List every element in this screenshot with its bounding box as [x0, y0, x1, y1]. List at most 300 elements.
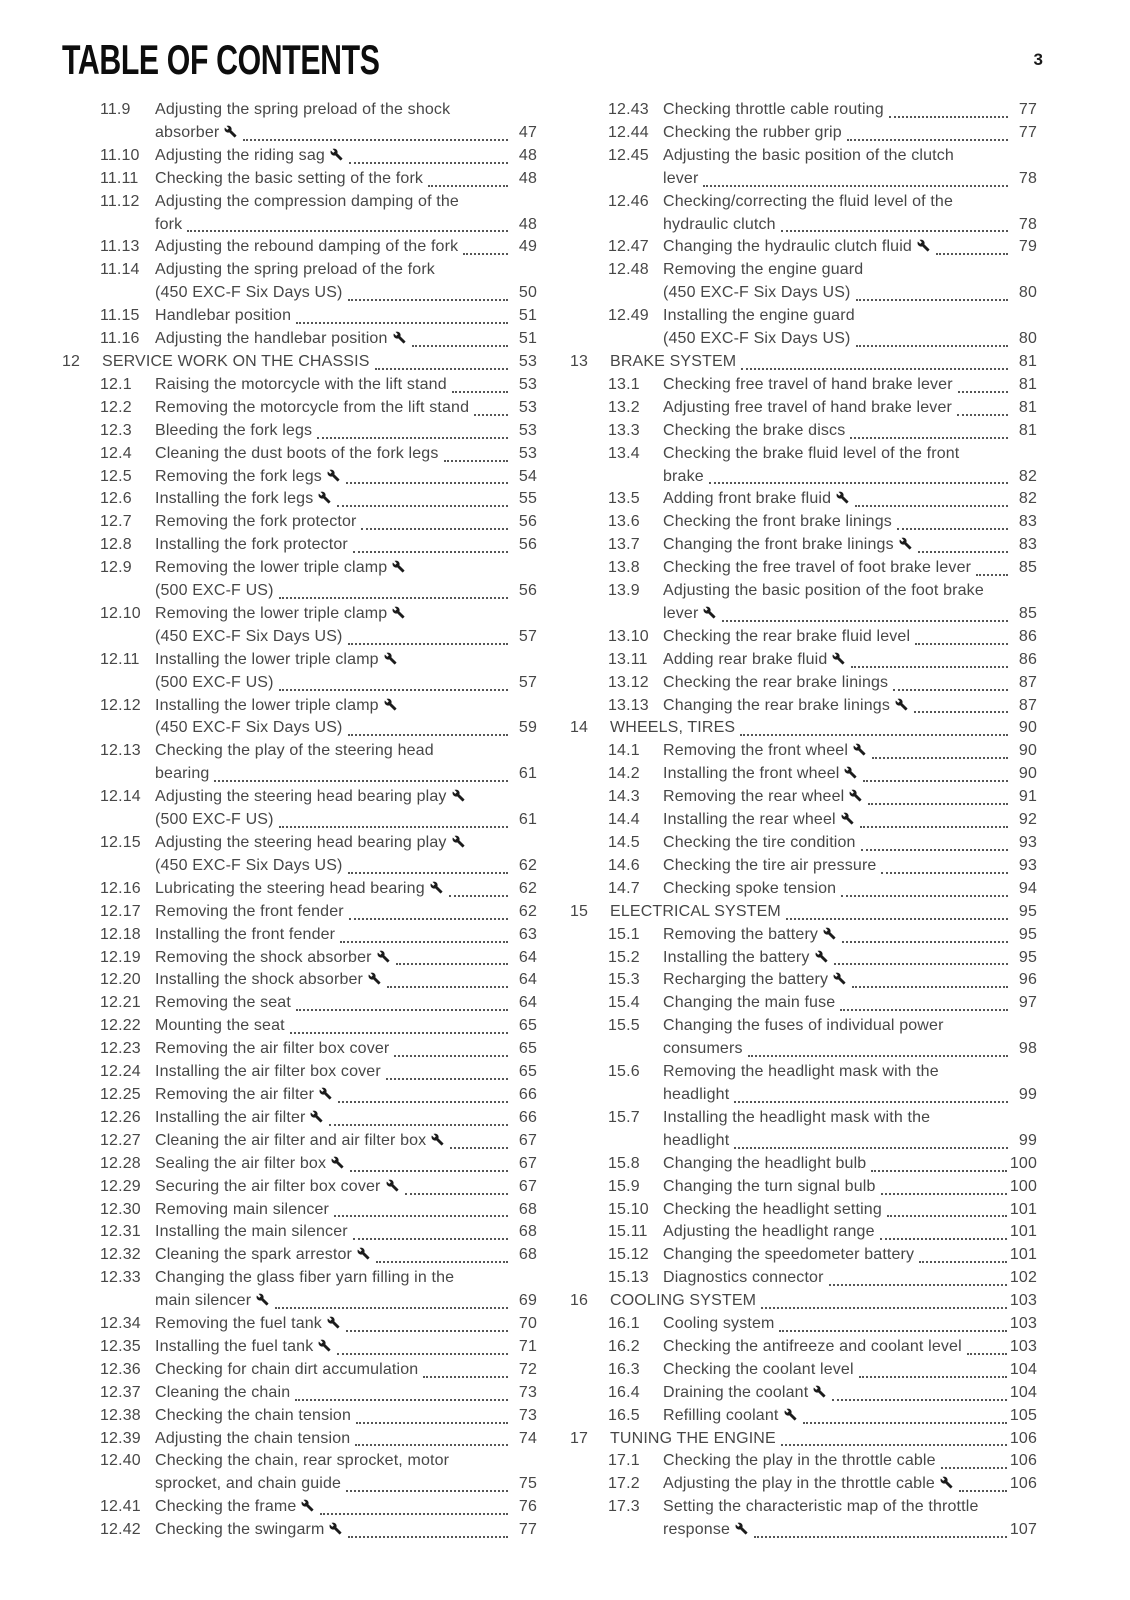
entry-page: 77	[518, 1521, 537, 1539]
page-number: 3	[1033, 50, 1043, 69]
dot-leader	[967, 1336, 1007, 1359]
wrench-icon	[327, 1316, 340, 1329]
dot-leader	[872, 740, 1008, 763]
entry-title: Checking the front brake linings	[663, 513, 892, 531]
dot-leader	[449, 878, 508, 901]
entry-title: Cleaning the spark arrestor	[155, 1246, 353, 1264]
entry-title: (450 EXC-F Six Days US)	[155, 719, 343, 737]
wrench-icon	[452, 789, 465, 802]
toc-entry	[62, 191, 537, 237]
dot-leader	[832, 1382, 1007, 1405]
dot-leader	[279, 672, 508, 695]
wrench-icon	[377, 950, 390, 963]
toc-entry	[570, 191, 1037, 237]
dot-leader	[387, 969, 508, 992]
wrench-icon	[833, 972, 846, 985]
entry-title: (450 EXC-F Six Days US)	[155, 284, 343, 302]
chapter-title: TUNING THE ENGINE	[610, 1429, 776, 1447]
entry-page: 92	[1018, 811, 1037, 829]
toc-entry	[570, 1313, 1037, 1336]
entry-title: brake	[663, 467, 704, 485]
wrench-icon	[784, 1408, 797, 1421]
dot-leader	[734, 1130, 1008, 1153]
dot-leader	[295, 1382, 508, 1405]
entry-number: 12.19	[100, 948, 141, 966]
entry-page: 81	[1018, 421, 1037, 439]
entry-title: (500 EXC-F US)	[155, 811, 274, 829]
entry-page: 62	[518, 879, 537, 897]
entry-number: 13.7	[608, 536, 640, 554]
toc-chapter-entry	[570, 351, 1037, 374]
wrench-icon	[823, 927, 836, 940]
entry-title: Setting the characteristic map of the throttle	[663, 1498, 979, 1516]
entry-page: 87	[1018, 696, 1037, 714]
entry-title: absorber	[155, 123, 220, 141]
entry-number: 15.1	[608, 925, 640, 943]
entry-number: 13.12	[608, 673, 649, 691]
entry-page: 99	[1018, 1085, 1037, 1103]
dot-leader	[734, 1084, 1008, 1107]
toc-entry	[570, 1199, 1037, 1222]
entry-number: 12.11	[100, 650, 140, 668]
entry-title: Removing the lower triple clamp	[155, 604, 388, 622]
entry-number: 11.12	[100, 192, 140, 210]
entry-title: Installing the air filter box cover	[155, 1063, 381, 1081]
entry-page: 64	[518, 948, 537, 966]
wrench-icon	[329, 1522, 342, 1535]
wrench-icon	[357, 1247, 370, 1260]
entry-title: Adjusting the spring preload of the shock	[155, 101, 451, 118]
dot-leader	[412, 328, 508, 351]
entry-title: Installing the front fender	[155, 925, 336, 943]
entry-page: 64	[518, 971, 537, 989]
entry-title: Checking free travel of hand brake lever	[663, 375, 953, 393]
entry-number: 13.13	[608, 696, 649, 714]
entry-title: hydraulic clutch	[663, 215, 776, 233]
entry-number: 12.47	[608, 238, 649, 256]
entry-page: 103	[1009, 1337, 1037, 1355]
entry-title: Removing the fork legs	[155, 467, 322, 485]
entry-number: 12.32	[100, 1246, 141, 1264]
dot-leader	[841, 878, 1008, 901]
toc-entry	[62, 947, 537, 970]
toc-entry	[570, 1336, 1037, 1359]
entry-title: Cooling system	[663, 1315, 775, 1333]
entry-title: Checking the tire air pressure	[663, 856, 877, 874]
toc-entry	[570, 740, 1037, 763]
wrench-icon	[832, 652, 845, 665]
entry-number: 12.27	[100, 1131, 141, 1149]
entry-page: 100	[1009, 1154, 1037, 1172]
dot-leader	[428, 168, 508, 191]
entry-title: Installing the battery	[663, 948, 810, 966]
entry-title: Removing the rear wheel	[663, 788, 845, 806]
dot-leader	[958, 374, 1008, 397]
entry-number: 12.20	[100, 971, 141, 989]
dot-leader	[296, 305, 508, 328]
entry-page: 72	[518, 1360, 537, 1378]
entry-title: Checking the frame	[155, 1498, 297, 1516]
entry-title: Installing the fork protector	[155, 536, 348, 554]
entry-number: 12.38	[100, 1406, 141, 1424]
wrench-icon	[384, 698, 397, 711]
entry-number: 12.37	[100, 1383, 141, 1401]
toc-entry	[62, 1450, 537, 1496]
entry-number: 12.8	[100, 536, 132, 554]
entry-page: 106	[1009, 1475, 1037, 1493]
entry-title: Removing the battery	[663, 925, 819, 943]
entry-number: 12.2	[100, 398, 132, 416]
entry-number: 16.1	[608, 1315, 640, 1333]
entry-page: 74	[518, 1429, 537, 1447]
entry-page: 65	[518, 1040, 537, 1058]
entry-page: 98	[1018, 1040, 1037, 1058]
entry-page: 103	[1009, 1315, 1037, 1333]
entry-number: 17.3	[608, 1498, 640, 1516]
toc-entry	[570, 305, 1037, 351]
entry-number: 14	[570, 719, 589, 737]
toc-entry	[570, 557, 1037, 580]
toc-entry	[570, 1496, 1037, 1542]
entry-page: 63	[518, 925, 537, 943]
entry-page: 69	[518, 1292, 537, 1310]
entry-page: 65	[518, 1017, 537, 1035]
toc-entry	[62, 511, 537, 534]
toc-column-right	[570, 99, 1037, 1542]
entry-number: 12.1	[100, 375, 132, 393]
entry-number: 12.17	[100, 902, 141, 920]
entry-page: 81	[1018, 398, 1037, 416]
wrench-icon	[327, 469, 340, 482]
entry-number: 13.9	[608, 582, 640, 600]
toc-entry	[62, 603, 537, 649]
entry-title: sprocket, and chain guide	[155, 1475, 342, 1493]
entry-title: Adjusting the rebound damping of the fork	[155, 238, 459, 256]
entry-page: 101	[1009, 1223, 1037, 1241]
entry-page: 93	[1018, 834, 1037, 851]
wrench-icon	[368, 972, 381, 985]
entry-title: Adjusting free travel of hand brake lever	[663, 398, 952, 416]
toc-entry	[62, 145, 537, 168]
entry-page: 77	[1018, 101, 1037, 118]
wrench-icon	[430, 881, 443, 894]
entry-page: 53	[518, 398, 537, 416]
toc-entry	[62, 1107, 537, 1130]
entry-title: Adjusting the riding sag	[155, 146, 325, 164]
entry-page: 107	[1009, 1521, 1037, 1539]
entry-title: Installing the shock absorber	[155, 971, 364, 989]
dot-leader	[842, 924, 1008, 947]
dot-leader	[918, 534, 1008, 557]
entry-title: Adjusting the compression damping of the	[155, 192, 459, 210]
dot-leader	[187, 214, 508, 237]
toc-entry	[570, 626, 1037, 649]
entry-title: Installing the fuel tank	[155, 1337, 314, 1355]
entry-title: Diagnostics connector	[663, 1269, 824, 1287]
entry-page: 65	[518, 1063, 537, 1081]
entry-number: 12.26	[100, 1108, 141, 1126]
toc-entry	[62, 259, 537, 305]
entry-title: Checking the headlight setting	[663, 1200, 882, 1218]
toc-entry	[570, 420, 1037, 443]
wrench-icon	[330, 148, 343, 161]
entry-title: Changing the fuses of individual power	[663, 1017, 944, 1035]
toc-entry	[62, 466, 537, 489]
entry-page: 64	[518, 994, 537, 1012]
dot-leader	[881, 855, 1008, 878]
entry-number: 12.9	[100, 559, 132, 577]
entry-title: Removing the air filter box cover	[155, 1040, 390, 1058]
dot-leader	[851, 649, 1008, 672]
page-title: TABLE OF CONTENTS	[62, 36, 380, 83]
dot-leader	[856, 328, 1009, 351]
toc-entry	[62, 695, 537, 741]
dot-leader	[450, 1130, 508, 1153]
entry-title: Removing the air filter	[155, 1085, 315, 1103]
entry-number: 12.35	[100, 1337, 141, 1355]
toc-entry	[62, 992, 537, 1015]
entry-title: Checking the rear brake fluid level	[663, 627, 911, 645]
wrench-icon	[310, 1110, 323, 1123]
entry-number: 16.3	[608, 1360, 640, 1378]
entry-number: 12.15	[100, 834, 141, 851]
entry-title: Removing the engine guard	[663, 261, 864, 279]
dot-leader	[337, 1336, 508, 1359]
entry-page: 101	[1009, 1200, 1037, 1218]
entry-title: Changing the rear brake linings	[663, 696, 891, 714]
toc-entry	[570, 878, 1037, 901]
entry-number: 12.6	[100, 490, 132, 508]
entry-page: 48	[518, 215, 537, 233]
dot-leader	[243, 122, 508, 145]
entry-number: 14.3	[608, 788, 640, 806]
toc-entry	[570, 947, 1037, 970]
toc-entry	[62, 1130, 537, 1153]
toc-entry	[62, 1153, 537, 1176]
entry-number: 12.40	[100, 1452, 141, 1470]
entry-number: 17.2	[608, 1475, 640, 1493]
entry-page: 56	[518, 582, 537, 600]
entry-number: 17	[570, 1429, 589, 1447]
entry-title: Installing the lower triple clamp	[155, 650, 379, 668]
dot-leader	[474, 397, 508, 420]
dot-leader	[444, 443, 508, 466]
entry-number: 16.5	[608, 1406, 640, 1424]
wrench-icon	[844, 766, 857, 779]
entry-title: Removing the front wheel	[663, 742, 849, 760]
dot-leader	[423, 1359, 508, 1382]
entry-title: Removing the lower triple clamp	[155, 559, 388, 577]
dot-leader	[741, 351, 1008, 374]
toc-entry	[570, 672, 1037, 695]
toc-entry	[62, 305, 537, 328]
toc-entry	[570, 1450, 1037, 1473]
dot-leader	[915, 626, 1008, 649]
dot-leader	[863, 763, 1008, 786]
entry-title: Adjusting the chain tension	[155, 1429, 351, 1447]
entry-number: 12.13	[100, 742, 141, 760]
entry-page: 68	[518, 1200, 537, 1218]
entry-number: 12.36	[100, 1360, 141, 1378]
entry-page: 59	[518, 719, 537, 737]
dot-leader	[893, 672, 1008, 695]
entry-page: 71	[518, 1337, 537, 1355]
entry-title: Adjusting the spring preload of the fork	[155, 261, 435, 279]
toc-entry	[62, 236, 537, 259]
wrench-icon	[940, 1476, 953, 1489]
toc-entry	[62, 832, 537, 878]
entry-page: 75	[518, 1475, 537, 1493]
entry-number: 14.4	[608, 811, 640, 829]
wrench-icon	[392, 606, 405, 619]
dot-leader	[349, 901, 508, 924]
chapter-title: BRAKE SYSTEM	[610, 352, 737, 370]
toc-entry	[570, 1107, 1037, 1153]
entry-page: 85	[1018, 604, 1037, 622]
entry-title: Checking the swingarm	[155, 1521, 325, 1539]
entry-page: 101	[1009, 1246, 1037, 1264]
dot-leader	[405, 1176, 509, 1199]
toc-entry	[62, 1519, 537, 1542]
entry-number: 11.9	[100, 101, 131, 118]
entry-page: 67	[518, 1154, 537, 1172]
toc-entry	[62, 168, 537, 191]
toc-entry	[570, 1359, 1037, 1382]
dot-leader	[394, 1038, 508, 1061]
entry-number: 12.44	[608, 123, 649, 141]
entry-page: 85	[1018, 559, 1037, 577]
entry-page: 90	[1018, 742, 1037, 760]
toc-entry	[570, 1061, 1037, 1107]
entry-title: consumers	[663, 1040, 743, 1058]
toc-entry	[570, 832, 1037, 855]
entry-number: 12	[62, 352, 81, 370]
toc-entry	[570, 809, 1037, 832]
entry-title: Installing the lower triple clamp	[155, 696, 379, 714]
wrench-icon	[318, 1339, 331, 1352]
toc-entry	[570, 1382, 1037, 1405]
entry-title: Adjusting the steering head bearing play	[155, 788, 447, 806]
dot-leader	[355, 1428, 508, 1451]
entry-page: 80	[1018, 284, 1037, 302]
entry-page: 83	[1018, 513, 1037, 531]
dot-leader	[361, 511, 508, 534]
entry-page: 77	[1018, 123, 1037, 141]
entry-title: Changing the main fuse	[663, 994, 836, 1012]
entry-number: 15	[570, 902, 589, 920]
dot-leader	[855, 488, 1008, 511]
toc-entry	[570, 786, 1037, 809]
entry-page: 76	[518, 1498, 537, 1516]
entry-number: 12.23	[100, 1040, 141, 1058]
toc-entry	[570, 374, 1037, 397]
toc-entry	[570, 145, 1037, 191]
entry-number: 12.24	[100, 1063, 141, 1081]
toc-column-left	[62, 99, 537, 1542]
entry-page: 70	[518, 1315, 537, 1333]
entry-number: 13.10	[608, 627, 649, 645]
dot-leader	[740, 717, 1008, 740]
entry-number: 12.33	[100, 1269, 141, 1287]
entry-title: Checking the play of the steering head	[155, 742, 434, 760]
entry-number: 15.5	[608, 1017, 640, 1035]
entry-page: 97	[1018, 994, 1037, 1012]
entry-page: 105	[1009, 1406, 1037, 1424]
dot-leader	[376, 1244, 508, 1267]
toc-entry	[62, 534, 537, 557]
wrench-icon	[318, 491, 331, 504]
dot-leader	[889, 99, 1008, 122]
entry-title: Checking the chain, rear sprocket, motor	[155, 1452, 450, 1470]
entry-title: Cleaning the dust boots of the fork legs	[155, 444, 439, 462]
dot-leader	[957, 397, 1008, 420]
dot-leader	[317, 420, 508, 443]
entry-title: Adding rear brake fluid	[663, 650, 828, 668]
dot-leader	[296, 992, 508, 1015]
entry-number: 16.2	[608, 1337, 640, 1355]
toc-entry	[62, 328, 537, 351]
entry-title: Checking the tire condition	[663, 834, 856, 851]
toc-entry	[62, 1199, 537, 1222]
wrench-icon	[384, 652, 397, 665]
dot-leader	[396, 947, 508, 970]
toc-chapter-entry	[570, 901, 1037, 924]
entry-number: 15.2	[608, 948, 640, 966]
toc-entry	[62, 1084, 537, 1107]
dot-leader	[386, 1061, 508, 1084]
dot-leader	[852, 969, 1008, 992]
entry-title: (450 EXC-F Six Days US)	[663, 284, 851, 302]
entry-title: Cleaning the air filter and air filter box	[155, 1131, 427, 1149]
toc-entry	[62, 99, 537, 145]
entry-number: 12.10	[100, 604, 141, 622]
entry-title: Checking throttle cable routing	[663, 101, 884, 118]
entry-number: 13.6	[608, 513, 640, 531]
entry-page: 68	[518, 1223, 537, 1241]
entry-page: 90	[1018, 765, 1037, 783]
entry-page: 86	[1018, 650, 1037, 668]
entry-title: bearing	[155, 765, 210, 783]
wrench-icon	[899, 537, 912, 550]
chapter-title: SERVICE WORK ON THE CHASSIS	[102, 352, 370, 370]
entry-page: 73	[518, 1383, 537, 1401]
entry-number: 12.45	[608, 146, 649, 164]
dot-leader	[976, 557, 1008, 580]
entry-number: 16.4	[608, 1383, 640, 1401]
entry-number: 15.12	[608, 1246, 649, 1264]
entry-title: Changing the glass fiber yarn filling in the	[155, 1269, 455, 1287]
entry-title: Installing the main silencer	[155, 1223, 348, 1241]
entry-title: Adjusting the headlight range	[663, 1223, 875, 1241]
entry-page: 96	[1018, 971, 1037, 989]
toc-entry	[570, 1267, 1037, 1290]
entry-title: Checking the coolant level	[663, 1360, 854, 1378]
entry-title: Checking the free travel of foot brake lever	[663, 559, 972, 577]
entry-title: Lubricating the steering head bearing	[155, 879, 425, 897]
wrench-icon	[836, 491, 849, 504]
entry-number: 12.21	[100, 994, 141, 1012]
toc-entry	[570, 122, 1037, 145]
entry-title: Sealing the air filter box	[155, 1154, 327, 1172]
toc-entry	[62, 1176, 537, 1199]
dot-leader	[348, 282, 509, 305]
entry-title: Draining the coolant	[663, 1383, 809, 1401]
dot-leader	[346, 466, 508, 489]
dot-leader	[722, 603, 1008, 626]
entry-page: 57	[518, 627, 537, 645]
dot-leader	[463, 236, 508, 259]
dot-leader	[349, 145, 508, 168]
